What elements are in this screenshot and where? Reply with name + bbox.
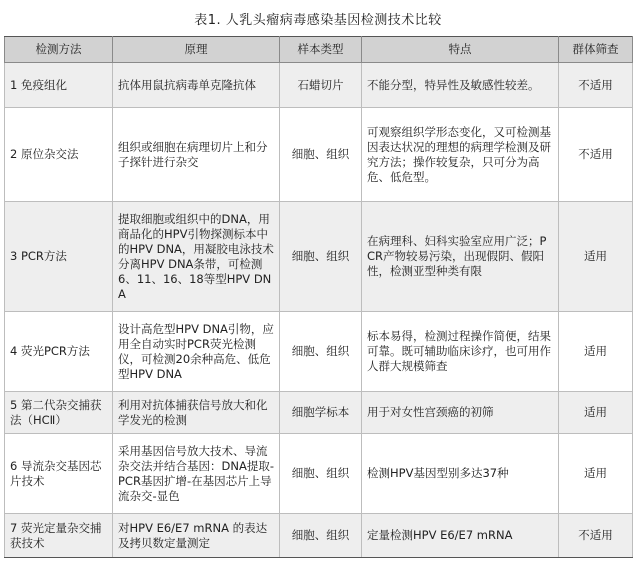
table-caption: 表1. 人乳头瘤病毒感染基因检测技术比较 [194, 13, 442, 28]
method-cell: 6 导流杂交基因芯片技术 [5, 434, 113, 514]
sample-cell: 细胞、组织 [280, 514, 362, 558]
principle-cell: 利用对抗体捕获信号放大和化学发光的检测 [113, 392, 280, 434]
sample-cell: 细胞、组织 [280, 108, 362, 202]
sample-cell: 石蜡切片 [280, 63, 362, 108]
method-cell: 1 免疫组化 [5, 63, 113, 108]
method-cell: 4 荧光PCR方法 [5, 312, 113, 392]
principle-cell: 抗体用鼠抗病毒单克隆抗体 [113, 63, 280, 108]
method-cell: 7 荧光定量杂交捕获技术 [5, 514, 113, 558]
method-cell: 2 原位杂交法 [5, 108, 113, 202]
principle-cell: 采用基因信号放大技术、导流杂交法并结合基因：DNA提取-PCR基因扩增-在基因芯片上导流杂交-显色 [113, 434, 280, 514]
features-cell: 标本易得，检测过程操作简便，结果可靠。既可辅助临床诊疗，也可用作人群大规模筛查 [362, 312, 559, 392]
screening-cell: 不适用 [559, 108, 633, 202]
screening-cell: 适用 [559, 434, 633, 514]
sample-cell: 细胞、组织 [280, 312, 362, 392]
header-principle: 原理 [113, 37, 280, 63]
method-cell: 5 第二代杂交捕获法（HCⅡ） [5, 392, 113, 434]
header-sample: 样本类型 [280, 37, 362, 63]
table-row [5, 108, 633, 202]
screening-cell: 适用 [559, 312, 633, 392]
table-row [5, 312, 633, 392]
features-cell: 检测HPV基因型别多达37种 [362, 434, 559, 514]
table-row [5, 514, 633, 558]
table-row [5, 434, 633, 514]
table-row [5, 202, 633, 312]
header-row [5, 37, 633, 63]
method-cell: 3 PCR方法 [5, 202, 113, 312]
header-features: 特点 [362, 37, 559, 63]
sample-cell: 细胞、组织 [280, 434, 362, 514]
table-row [5, 392, 633, 434]
features-cell: 不能分型，特异性及敏感性较差。 [362, 63, 559, 108]
sample-cell: 细胞学标本 [280, 392, 362, 434]
principle-cell: 提取细胞或组织中的DNA，用商品化的HPV引物探测标本中的HPV DNA，用凝胶电泳技术分离HPV DNA条带，可检测6、11、16、18等型HPV DNA [113, 202, 280, 312]
header-screening: 群体筛查 [559, 37, 633, 63]
features-cell: 用于对女性宫颈癌的初筛 [362, 392, 559, 434]
features-cell: 可观察组织学形态变化，又可检测基因表达状况的理想的病理学检测及研究方法；操作较复杂，只可分为高危、低危型。 [362, 108, 559, 202]
screening-cell: 不适用 [559, 63, 633, 108]
screening-cell: 适用 [559, 202, 633, 312]
principle-cell: 组织或细胞在病理切片上和分子探针进行杂交 [113, 108, 280, 202]
screening-cell: 不适用 [559, 514, 633, 558]
features-cell: 在病理科、妇科实验室应用广泛；PCR产物较易污染，出现假阴、假阳性，检测亚型种类有限 [362, 202, 559, 312]
table-row [5, 63, 633, 108]
sample-cell: 细胞、组织 [280, 202, 362, 312]
header-method: 检测方法 [5, 37, 113, 63]
features-cell: 定量检测HPV E6/E7 mRNA [362, 514, 559, 558]
screening-cell: 适用 [559, 392, 633, 434]
principle-cell: 设计高危型HPV DNA引物，应用全自动实时PCR荧光检测仪，可检测20余种高危、低危型HPV DNA [113, 312, 280, 392]
comparison-table [4, 36, 633, 558]
principle-cell: 对HPV E6/E7 mRNA 的表达及拷贝数定量测定 [113, 514, 280, 558]
